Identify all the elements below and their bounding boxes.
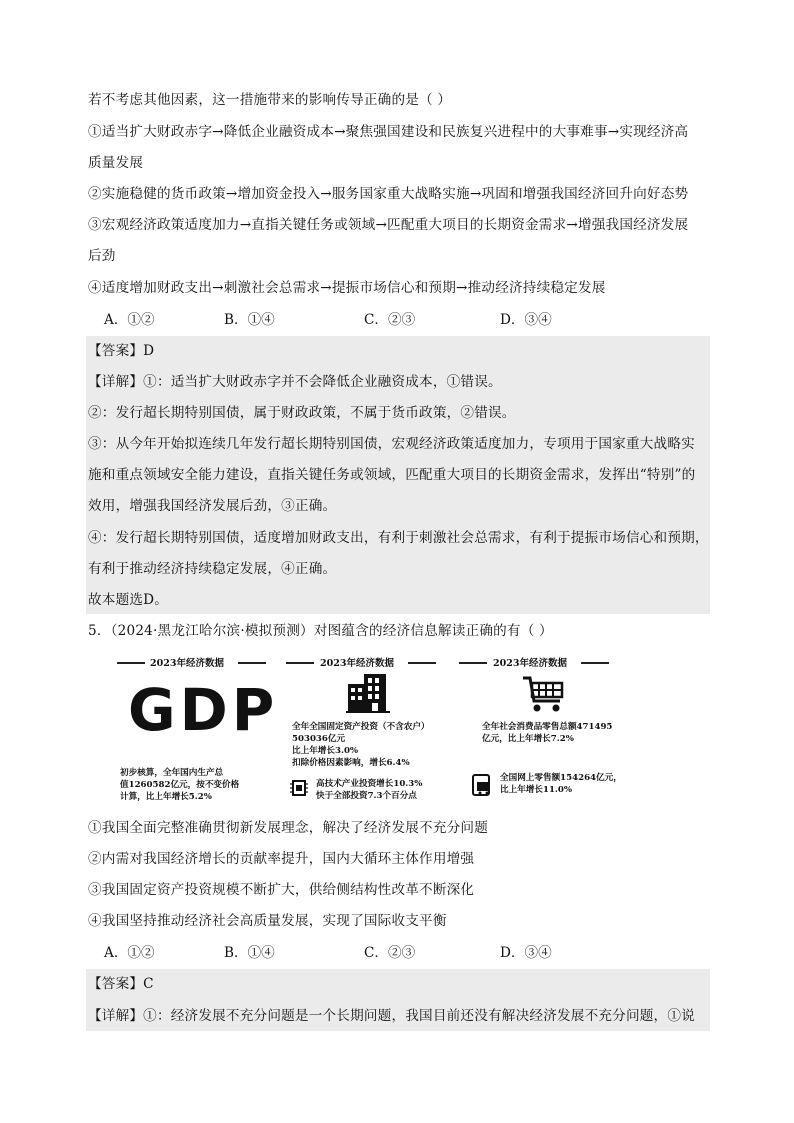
q4-item-2: ②实施稳健的货币政策→增加资金投入→服务国家重大战略实施→巩固和增强我国经济回升向好态势: [88, 186, 689, 202]
col1-header: 2023年经济数据: [150, 658, 224, 669]
q5-item-3: ③我国固定资产投资规模不断扩大，供给侧结构性改革不断深化: [88, 882, 475, 898]
q4-item-4: ④适度增加财政支出→刺激社会总需求→提振市场信心和预期→推动经济持续稳定发展: [88, 280, 606, 296]
q4-item-1: ①适当扩大财政赤字→降低企业融资成本→聚焦强国建设和民族复兴进程中的大事难事→实现经济高: [88, 124, 689, 140]
q4-stem: 若不考虑其他因素，这一措施带来的影响传导正确的是（ ）: [88, 92, 452, 108]
q5-option-a: A．①②: [104, 945, 155, 961]
header-rule: [459, 662, 487, 664]
q4-explain-3b: 施和重点领域安全能力建设，直指关键任务或领域，匹配重大项目的长期资金需求，发挥出“特别”的: [88, 467, 696, 483]
online-shop-icon: [472, 774, 492, 796]
q4-explain-2: ②：发行超长期特别国债，属于财政政策，不属于货币政策，②错误。: [88, 405, 516, 421]
q5-option-d: D．③④: [500, 945, 552, 961]
header-rule: [286, 662, 314, 664]
gdp-text-3: 计算，比上年增长5.2%: [120, 792, 212, 802]
col3-header: 2023年经济数据: [493, 658, 567, 669]
q4-explain-1: 【详解】①：适当扩大财政赤字并不会降低企业融资成本，①错误。: [88, 374, 502, 390]
header-rule: [581, 662, 609, 664]
shopping-cart-icon: [522, 675, 566, 715]
online-text-2: 比上年增长11.0%: [500, 785, 573, 795]
q4-option-c: C．②③: [364, 312, 416, 328]
q4-item-3-cont: 后劲: [88, 248, 116, 264]
q4-option-a: A．①②: [104, 312, 155, 328]
gdp-text-1: 初步核算，全年国内生产总: [120, 768, 224, 778]
q4-option-d: D．③④: [500, 312, 552, 328]
hitech-text-1: 高技术产业投资增长10.3%: [316, 779, 423, 789]
header-rule: [117, 662, 145, 664]
q4-explain-3: ③：从今年开始拟连续几年发行超长期特别国债，宏观经济政策适度加力，专项用于国家重大战略实: [88, 436, 695, 452]
invest-text-4: 扣除价格因素影响，增长6.4%: [292, 758, 410, 768]
building-icon: [346, 672, 392, 714]
chip-icon: [290, 778, 308, 798]
q5-item-4: ④我国坚持推动经济社会高质量发展，实现了国际收支平衡: [88, 913, 447, 929]
col2-header: 2023年经济数据: [320, 658, 394, 669]
q4-item-1-cont: 质量发展: [88, 155, 144, 171]
invest-text-3: 比上年增长3.0%: [292, 746, 359, 756]
q4-conclusion: 故本题选D。: [88, 592, 169, 608]
q4-explain-3c: 效用，增强我国经济发展后劲，③正确。: [88, 498, 337, 514]
q4-answer: 【答案】D: [88, 343, 155, 359]
q5-item-2: ②内需对我国经济增长的贡献率提升，国内大循环主体作用增强: [88, 851, 475, 867]
q5-option-b: B．①④: [224, 945, 275, 961]
q5-option-c: C．②③: [364, 945, 416, 961]
q5-stem: 5．（2024·黑龙江哈尔滨·模拟预测）对图蕴含的经济信息解读正确的有（ ）: [88, 623, 553, 639]
retail-text-1: 全年社会消费品零售总额471495: [482, 722, 613, 732]
invest-text-2: 503036亿元: [292, 734, 346, 744]
q5-explain-1: 【详解】①：经济发展不充分问题是一个长期问题，我国目前还没有解决经济发展不充分问题，①说: [88, 1008, 695, 1024]
invest-text-1: 全年全国固定资产投资（不含农户）: [292, 722, 430, 732]
q4-item-3: ③宏观经济政策适度加力→直指关键任务或领域→匹配重大项目的长期资金需求→增强我国经济发展: [88, 217, 689, 233]
q4-option-b: B．①④: [224, 312, 275, 328]
q4-explain-4b: 有利于推动经济持续稳定发展，④正确。: [88, 561, 337, 577]
header-rule: [408, 662, 436, 664]
q4-explain-4: ④：发行超长期特别国债，适度增加财政支出，有利于刺激社会总需求，有利于提振市场信心和预期，: [88, 530, 709, 546]
hitech-text-2: 快于全部投资7.3个百分点: [316, 791, 417, 801]
gdp-text-2: 值1260582亿元，按不变价格: [120, 780, 240, 790]
header-rule: [238, 662, 266, 664]
gdp-logo: GDP: [128, 676, 279, 744]
q5-answer: 【答案】C: [88, 976, 154, 992]
retail-text-2: 亿元，比上年增长7.2%: [482, 734, 574, 744]
online-text-1: 全国网上零售额154264亿元，: [500, 773, 622, 783]
q5-item-1: ①我国全面完整准确贯彻新发展理念，解决了经济发展不充分问题: [88, 820, 489, 836]
